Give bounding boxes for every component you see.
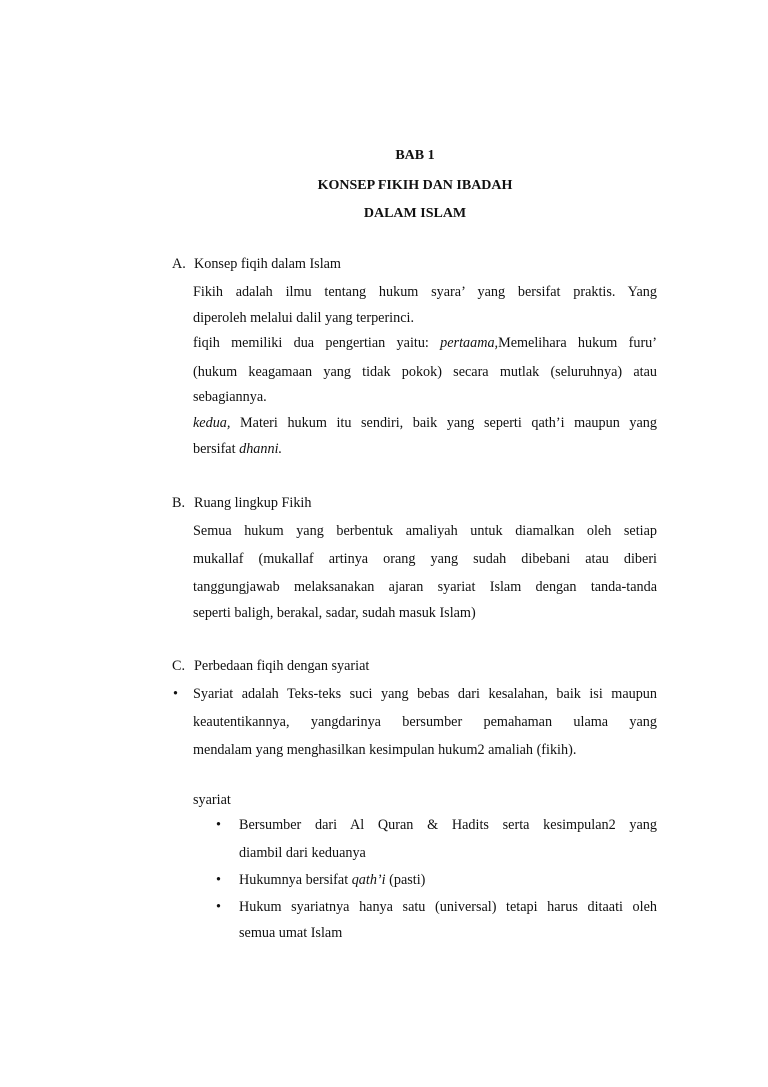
syariat-item-line: diambil dari keduanya	[239, 845, 366, 861]
syariat-item-line: Hukum syariatnya hanya satu (universal) tetapi harus ditaati oleh	[239, 899, 657, 915]
section-a-paragraph-line: diperoleh melalui dalil yang terperinci.	[193, 310, 415, 326]
section-b-paragraph-line: tanggungjawab melaksanakan ajaran syariat Islam dengan tanda-tanda	[193, 579, 657, 595]
section-b-marker: B.	[172, 495, 186, 511]
section-c-marker: C.	[172, 658, 186, 674]
section-a-paragraph-line: Fikih adalah ilmu tentang hukum syara’ yang bersifat praktis. Yang	[193, 284, 657, 300]
syariat-item-line: Bersumber dari Al Quran & Hadits serta kesimpulan2 yang	[239, 817, 657, 833]
bullet-icon: •	[216, 899, 221, 915]
bullet-icon: •	[173, 686, 178, 702]
italic-term: pertaama,	[440, 335, 499, 351]
section-a-paragraph-line: (hukum keagamaan yang tidak pokok) secara mutlak (seluruhnya) atau	[193, 364, 657, 380]
section-a-paragraph-line: fiqih memiliki dua pengertian yaitu: pertaama,Memelihara hukum furu’	[193, 335, 657, 351]
syariat-item-line: Hukumnya bersifat qath’i (pasti)	[239, 872, 426, 888]
bullet-icon: •	[216, 872, 221, 888]
italic-term: qath’i	[351, 872, 386, 888]
section-a-heading: Konsep fiqih dalam Islam	[194, 256, 341, 272]
section-a-paragraph-line: bersifat dhanni.	[193, 441, 283, 457]
syariat-subheading: syariat	[193, 792, 231, 808]
chapter-title-line2: DALAM ISLAM	[363, 206, 467, 221]
section-a-paragraph-line: kedua, Materi hukum itu sendiri, baik yang seperti qath’i maupun yang	[193, 415, 657, 431]
section-c-bullet-line: mendalam yang menghasilkan kesimpulan hukum2 amaliah (fikih).	[193, 742, 577, 758]
section-b-paragraph-line: seperti baligh, berakal, sadar, sudah masuk Islam)	[193, 605, 476, 621]
italic-term: dhanni.	[239, 441, 283, 457]
syariat-item-line: semua umat Islam	[239, 925, 343, 941]
section-b-paragraph-line: Semua hukum yang berbentuk amaliyah untuk diamalkan oleh setiap	[193, 523, 657, 539]
italic-term: kedua,	[193, 415, 231, 431]
section-c-bullet-line: keautentikannya, yangdarinya bersumber pemahaman ulama yang	[193, 714, 657, 730]
section-a-paragraph-line: sebagiannya.	[193, 389, 267, 405]
bullet-icon: •	[216, 817, 221, 833]
chapter-title-line1: KONSEP FIKIH DAN IBADAH	[317, 178, 513, 193]
chapter-label: BAB 1	[395, 148, 435, 163]
section-b-heading: Ruang lingkup Fikih	[194, 495, 312, 511]
section-b-paragraph-line: mukallaf (mukallaf artinya orang yang sudah dibebani atau diberi	[193, 551, 657, 567]
section-c-heading: Perbedaan fiqih dengan syariat	[194, 658, 370, 674]
section-c-bullet-line: Syariat adalah Teks-teks suci yang bebas dari kesalahan, baik isi maupun	[193, 686, 657, 702]
section-a-marker: A.	[172, 256, 186, 272]
